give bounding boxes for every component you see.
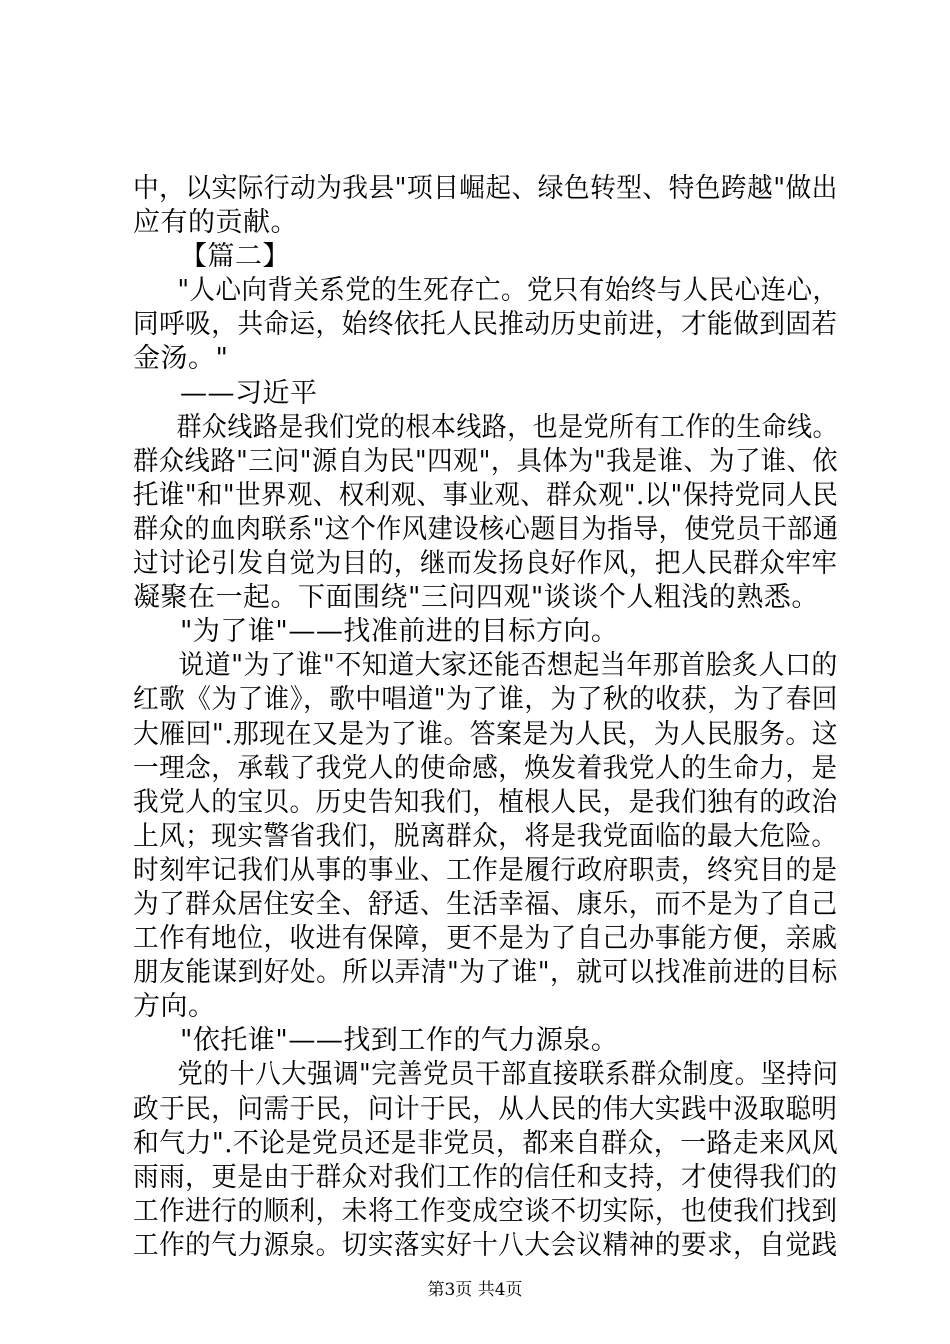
text-line: 政于民，问需于民，问计于民，从人民的伟大实践中汲取聪明 <box>133 1093 838 1125</box>
text-line: 群众线路"三问"源自为民"四观"，具体为"我是谁、为了谁、依 <box>133 445 839 477</box>
text-line: 工作有地位，收进有保障，更不是为了自己办事能方便，亲戚 <box>133 923 838 955</box>
text-line: 时刻牢记我们从事的事业、工作是履行政府职责，终究目的是 <box>133 854 838 886</box>
text-line: "依托谁"——找到工作的气力源泉。 <box>180 1025 619 1057</box>
text-line: 和气力".不论是党员还是非党员，都来自群众，一路走来风风 <box>133 1127 839 1159</box>
text-line: 金汤。" <box>133 343 229 375</box>
document-body <box>133 172 838 1263</box>
text-line: 雨雨，更是由于群众对我们工作的信任和支持，才使得我们的 <box>133 1161 838 1193</box>
page-footer: 第3页 共4页 <box>427 1280 523 1300</box>
text-line: ——习近平 <box>180 377 318 409</box>
text-line: 中，以实际行动为我县"项目崛起、绿色转型、特色跨越"做出 <box>133 173 838 204</box>
text-line: 工作进行的顺利，未将工作变成空谈不切实际，也使我们找到 <box>133 1195 838 1227</box>
text-line: 大雁回".那现在又是为了谁。答案是为人民，为人民服务。这 <box>133 718 839 750</box>
text-line: 上风；现实警省我们，脱离群众，将是我党面临的最大危险。 <box>133 820 838 852</box>
text-line: 凝聚在一起。下面围绕"三问四观"谈谈个人粗浅的熟悉。 <box>133 582 819 614</box>
text-line: 说道"为了谁"不知道大家还能否想起当年那首脍炙人口的 <box>178 650 838 682</box>
text-line: 方向。 <box>133 991 216 1023</box>
text-line: 红歌《为了谁》，歌中唱道"为了谁，为了秋的收获，为了春回 <box>133 684 838 716</box>
text-line: 同呼吸，共命运，始终依托人民推动历史前进，才能做到固若 <box>133 309 838 341</box>
text-line: 我党人的宝贝。历史告知我们，植根人民，是我们独有的政治 <box>133 786 838 818</box>
text-line: "人心向背关系党的生死存亡。党只有始终与人民心连心， <box>177 275 839 307</box>
text-line: 为了群众居住安全、舒适、生活幸福、康乐，而不是为了自己 <box>133 888 838 920</box>
text-line: "为了谁"——找准前进的目标方向。 <box>180 616 619 648</box>
text-line: 工作的气力源泉。切实落实好十八大会议精神的要求，自觉践 <box>133 1229 838 1261</box>
text-line: 过讨论引发自觉为目的，继而发扬良好作风，把人民群众牢牢 <box>133 548 838 580</box>
text-line: 群众的血肉联系"这个作风建设核心题目为指导，使党员干部通 <box>133 513 839 545</box>
text-line: 一理念，承载了我党人的使命感，焕发着我党人的生命力，是 <box>133 752 838 784</box>
text-line: 托谁"和"世界观、权利观、事业观、群众观".以"保持党同人民 <box>133 479 839 511</box>
text-line: 群众线路是我们党的根本线路，也是党所有工作的生命线。 <box>176 411 838 443</box>
text-line: 应有的贡献。 <box>133 207 298 239</box>
text-line: 党的十八大强调"完善党员干部直接联系群众制度。坚持问 <box>177 1059 839 1091</box>
text-line: 朋友能谋到好处。所以弄清"为了谁"，就可以找准前进的目标 <box>133 957 838 989</box>
text-line: 【篇二】 <box>180 241 290 273</box>
